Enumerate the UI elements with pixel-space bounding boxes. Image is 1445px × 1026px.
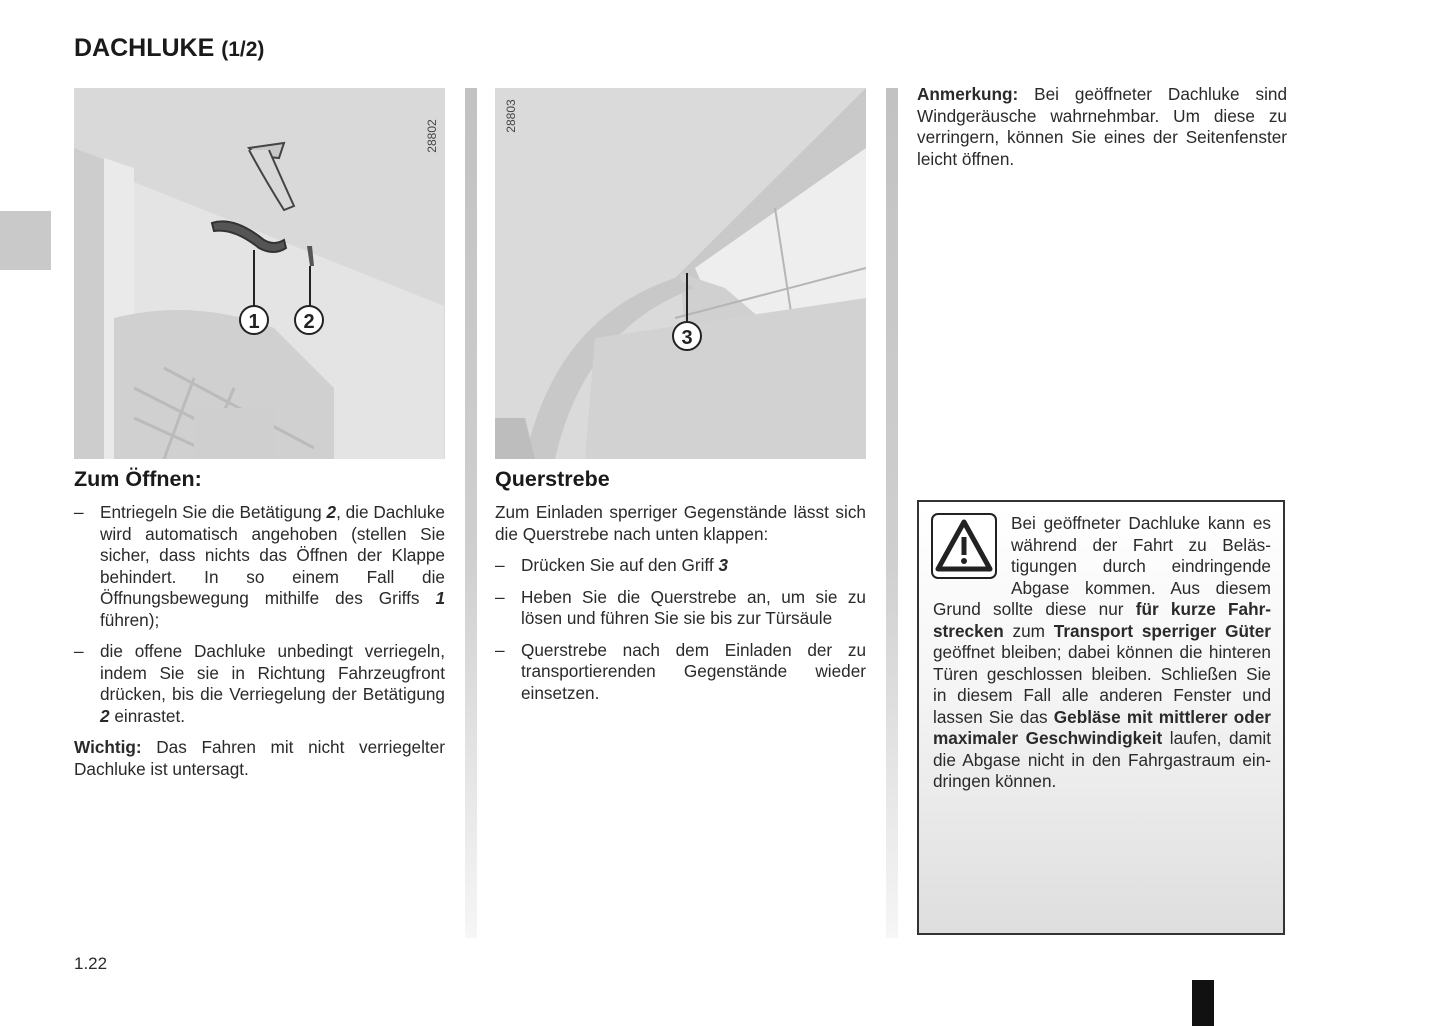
list-item: – Heben Sie die Querstrebe an, um sie zu lösen und führen Sie sie bis zur Türsäule <box>495 586 866 628</box>
section-heading: Zum Öffnen: <box>74 467 202 491</box>
warning-box <box>917 500 1285 935</box>
title-suffix: (1/2) <box>221 38 265 61</box>
page-number: 1.22 <box>74 954 108 973</box>
remark-note: Anmerkung: Bei geöffneter Dachluke sind Windgeräusche wahrnehmbar. Um diese zu verringern, können Sie eines der Seitenfenster leicht öffnen. <box>917 84 1287 169</box>
callout-2: 2 <box>303 311 315 333</box>
crossbar-steps <box>495 555 866 704</box>
callout-3: 3 <box>681 327 693 349</box>
column-separator <box>886 88 898 938</box>
callout-1: 1 <box>248 311 260 333</box>
intro-text: Zum Einladen sperriger Gegenstände lässt sich die Querstrebe nach unten klappen: <box>495 502 866 544</box>
warning-text: Bei geöffneter Dachluke kann es während der Fahrt zu Belästigungen durch eindringende Abgase kommen. Aus diesem Grund sollte diese nur für kurze Fahrstrecken zum Transport sperriger Güter geöffnet bleiben; dabei können die hinteren Türen geschlossen bleiben. Schließen Sie in diesem Fall alle anderen Fenster und lassen Sie das Gebläse mit mittlerer oder maximaler Geschwindigkeit laufen, damit die Abgase nicht in den Fahrgastraum eindringen können. <box>933 513 1271 791</box>
column-opening <box>74 466 445 790</box>
column-note <box>917 84 1287 180</box>
figure-crossbar <box>495 88 866 459</box>
figure-roof-hatch-handle <box>74 88 445 459</box>
list-item: – Drücken Sie auf den Griff 3 <box>495 555 729 575</box>
column-crossbar <box>495 466 866 714</box>
list-item: – Entriegeln Sie die Betätigung 2, die Dachluke wird automatisch angehoben (stellen Sie sicher, dass nichts das Öffnen der Klappe behindert. In so einem Fall die Öffnungsbewegung mithilfe des Griffs 1 führen); <box>74 502 445 630</box>
important-note: Wichtig: Das Fahren mit nicht verriegelter Dachluke ist untersagt. <box>74 737 445 779</box>
figure-code: 28803 <box>504 99 518 133</box>
title-main: DACHLUKE <box>74 34 215 62</box>
page-title <box>74 34 264 63</box>
column-separator <box>465 88 477 938</box>
list-item: – Querstrebe nach dem Einladen der zu transportierenden Gegenstände wieder einsetzen. <box>495 639 866 703</box>
figure-code: 28802 <box>425 119 439 153</box>
section-heading: Querstrebe <box>495 467 610 491</box>
opening-steps <box>74 502 445 727</box>
list-item: – die offene Dachluke unbedingt verriegeln, indem Sie sie in Richtung Fahrzeugfront drücken, bis die Verriegelung der Betätigung 2 einrastet. <box>74 641 445 726</box>
chapter-tab <box>0 211 51 270</box>
edge-marker <box>1192 980 1214 1026</box>
